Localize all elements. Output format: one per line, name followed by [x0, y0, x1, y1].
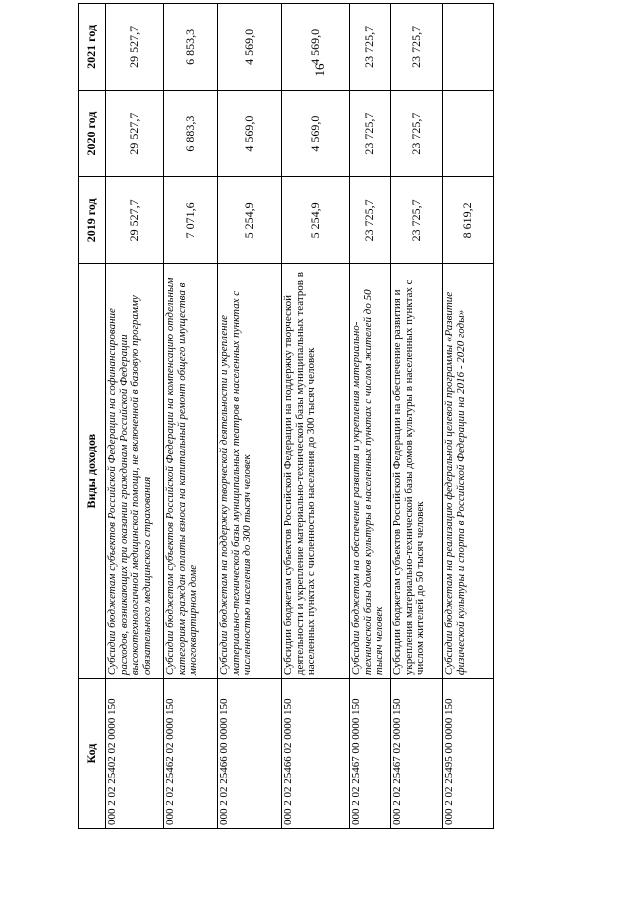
row-value-2019: 23 725,7	[391, 177, 443, 264]
header-code: Код	[79, 679, 106, 829]
row-description: Субсидии бюджетам субъектов Российской Федерации на компенсацию отдельным категориям граждан оплаты взноса на капитальный ремонт общего имущества в многоквартирном доме	[164, 264, 218, 679]
row-value-2020	[443, 90, 494, 177]
row-value-2020: 4 569,0	[218, 90, 282, 177]
row-description: Субсидии бюджетам на поддержку творческой деятельности и укрепление материально-технической базы муниципальных театров в населенных пунктах с численностью населения до 300 тысяч человек	[218, 264, 282, 679]
header-2021: 2021 год	[79, 4, 106, 91]
row-value-2021: 29 527,7	[106, 4, 164, 91]
row-code: 000 2 02 25467 00 0000 150	[350, 679, 391, 829]
table-row	[164, 4, 218, 829]
row-description: Субсидии бюджетам субъектов Российской Федерации на обеспечение развития и укрепления материально-технической базы домов культуры в населенных пунктах с числом жителей до 50 тысяч человек	[391, 264, 443, 679]
row-value-2019: 23 725,7	[350, 177, 391, 264]
revenue-table	[78, 3, 494, 829]
row-description: Субсидии бюджетам на обеспечение развития и укрепления материально-технической базы домов культуры в населенных пунктах с числом жителей до 50 тысяч человек	[350, 264, 391, 679]
table-row	[391, 4, 443, 829]
table-row	[106, 4, 164, 829]
row-value-2021: 4 569,0	[218, 4, 282, 91]
row-value-2019: 29 527,7	[106, 177, 164, 264]
row-value-2021: 6 853,3	[164, 4, 218, 91]
row-code: 000 2 02 25402 02 0000 150	[106, 679, 164, 829]
header-description: Виды доходов	[79, 264, 106, 679]
row-value-2019: 5 254,9	[282, 177, 350, 264]
row-value-2019: 7 071,6	[164, 177, 218, 264]
table-row	[218, 4, 282, 829]
row-value-2020: 29 527,7	[106, 90, 164, 177]
revenue-table-container	[78, 3, 488, 829]
table-row	[350, 4, 391, 829]
row-value-2020: 23 725,7	[350, 90, 391, 177]
row-value-2021: 23 725,7	[350, 4, 391, 91]
row-value-2020: 4 569,0	[282, 90, 350, 177]
row-code: 000 2 02 25467 02 0000 150	[391, 679, 443, 829]
table-header-row	[79, 4, 106, 829]
row-code: 000 2 02 25466 02 0000 150	[282, 679, 350, 829]
row-value-2021	[443, 4, 494, 91]
page-number: 16	[312, 63, 327, 77]
table-row	[282, 4, 350, 829]
row-value-2020: 23 725,7	[391, 90, 443, 177]
row-code: 000 2 02 25462 02 0000 150	[164, 679, 218, 829]
table-row	[443, 4, 494, 829]
header-2019: 2019 год	[79, 177, 106, 264]
row-value-2021: 23 725,7	[391, 4, 443, 91]
header-2020: 2020 год	[79, 90, 106, 177]
row-value-2020: 6 883,3	[164, 90, 218, 177]
row-code: 000 2 02 25466 00 0000 150	[218, 679, 282, 829]
row-code: 000 2 02 25495 00 0000 150	[443, 679, 494, 829]
row-value-2021: 4 569,0	[282, 4, 350, 91]
row-value-2019: 8 619,2	[443, 177, 494, 264]
row-description: Субсидии бюджетам на реализацию федеральной целевой программы «Развитие физической культуры и спорта в Российской Федерации на 2016 - 2020 годы»	[443, 264, 494, 679]
row-description: Субсидии бюджетам субъектов Российской Федерации на поддержку творческой деятельности и укрепление материально-технической базы муниципальных театров в населенных пунктах с численностью населения до 300 тысяч человек	[282, 264, 350, 679]
row-description: Субсидии бюджетам субъектов Российской Федерации на софинансирование расходов, возникающих при оказании гражданам Российской Федерации высокотехнологичной медицинской помощи, не включенной в базовую программу обязательного медицинского страхования	[106, 264, 164, 679]
row-value-2019: 5 254,9	[218, 177, 282, 264]
